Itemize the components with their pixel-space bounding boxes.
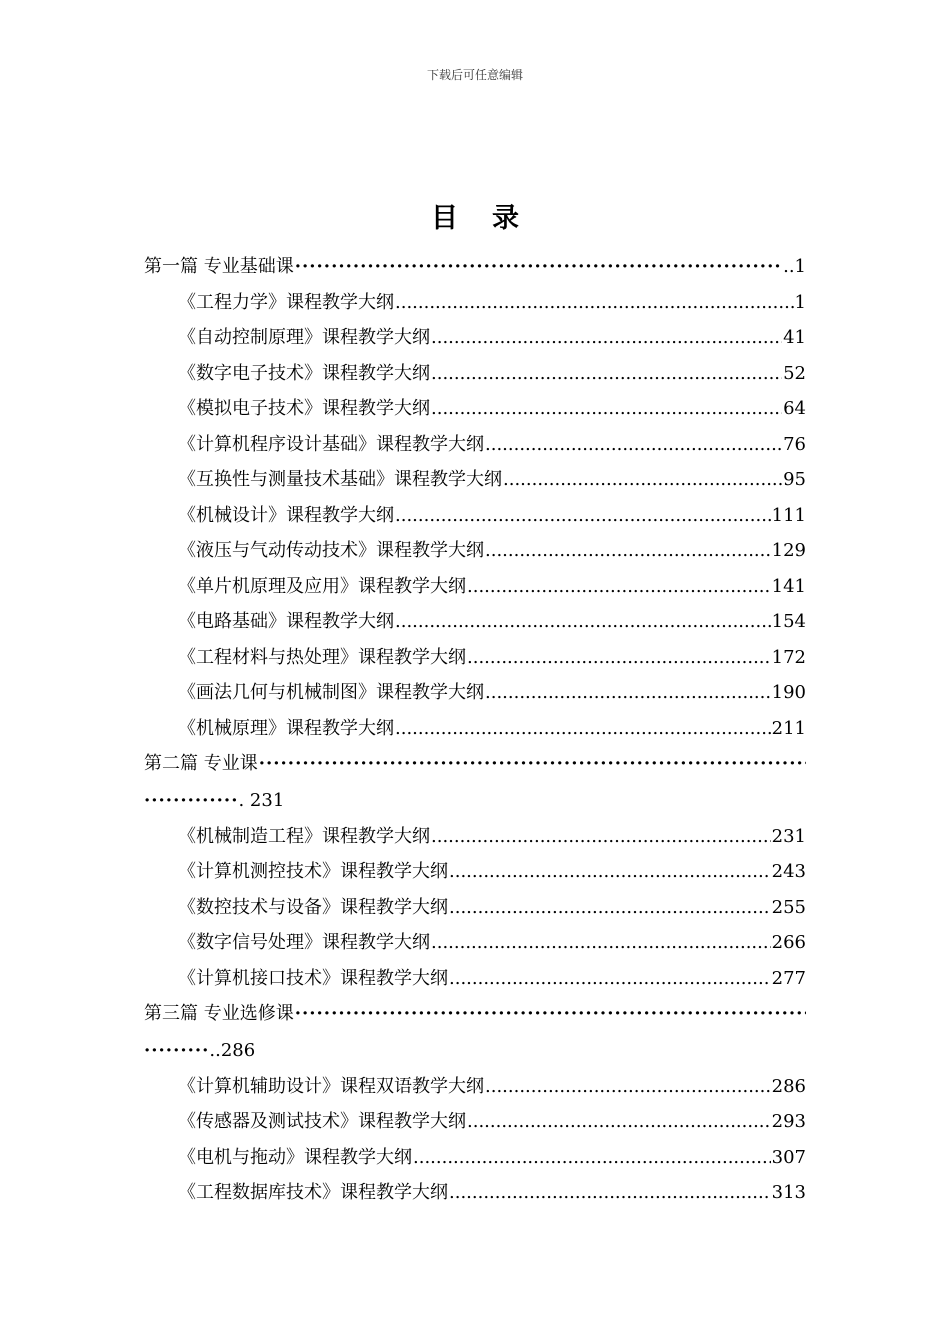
toc-part-heading[interactable] (144, 249, 806, 285)
toc-continuation-line (144, 782, 806, 819)
toc-entry[interactable] (144, 1175, 806, 1211)
toc-dot-leader (259, 746, 806, 782)
toc-dot-leader (431, 925, 771, 961)
toc-dot-leader (395, 711, 771, 747)
toc-part-heading[interactable] (144, 996, 806, 1032)
toc-entry-title: 《机械制造工程》课程教学大纲 (178, 825, 430, 847)
toc-entry[interactable] (144, 890, 806, 926)
toc-page-number: 154 (771, 611, 806, 632)
toc-dot-leader (449, 1175, 771, 1211)
toc-entry[interactable] (144, 819, 806, 855)
toc-entry-title: 《数字信号处理》课程教学大纲 (178, 932, 430, 953)
toc-part-title: 第一篇 专业基础课 (144, 256, 294, 277)
toc-page-number: 1 (794, 291, 806, 313)
toc-entry-title: 《工程材料与热处理》课程教学大纲 (178, 646, 466, 668)
toc-page-number: 172 (771, 646, 806, 668)
toc-entry-title: 《机械设计》课程教学大纲 (178, 504, 394, 526)
toc-entry-title: 《单片机原理及应用》课程教学大纲 (178, 575, 466, 597)
toc-entry[interactable] (144, 1069, 806, 1105)
toc-dot-leader (449, 890, 771, 926)
toc-entry[interactable] (144, 285, 806, 321)
toc-page-number: 313 (771, 1182, 806, 1203)
toc-dot-leader (395, 285, 794, 321)
toc-entry-title: 《自动控制原理》课程教学大纲 (178, 327, 430, 348)
toc-page-number: 129 (771, 540, 806, 561)
toc-entry-title: 《液压与气动传动技术》课程教学大纲 (178, 540, 484, 561)
toc-entry-title: 《电机与拖动》课程教学大纲 (178, 1146, 412, 1168)
toc-dot-leader (503, 462, 782, 498)
toc-dot-leader (431, 391, 782, 427)
toc-entry[interactable] (144, 569, 806, 605)
toc-page-number: 255 (771, 896, 806, 918)
toc-page-number: 293 (771, 1111, 806, 1132)
toc-page-number: 286 (771, 1075, 806, 1097)
toc-page-number: 52 (783, 362, 806, 384)
toc-entry[interactable] (144, 320, 806, 356)
toc-entry[interactable] (144, 854, 806, 890)
toc-page-number: ..1 (783, 256, 806, 277)
toc-dot-leader (485, 427, 782, 463)
toc-dot-leader: ········· (144, 1039, 210, 1061)
toc-dot-leader (449, 961, 771, 997)
toc-entry[interactable] (144, 533, 806, 569)
toc-entry-title: 《传感器及测试技术》课程教学大纲 (178, 1111, 466, 1132)
toc-page-number: 307 (771, 1146, 806, 1168)
toc-page-number: 266 (771, 932, 806, 953)
toc-part-heading[interactable] (144, 746, 806, 782)
toc-dot-leader (431, 819, 771, 855)
toc-page-number: 41 (783, 327, 806, 348)
toc-page-number: 76 (783, 433, 806, 455)
toc-page-number: 190 (771, 682, 806, 703)
toc-entry-title: 《工程力学》课程教学大纲 (178, 291, 394, 313)
toc-entry[interactable] (144, 961, 806, 997)
toc-entry-title: 《计算机辅助设计》课程双语教学大纲 (178, 1075, 484, 1097)
toc-page-number: 211 (771, 717, 806, 739)
toc-entry[interactable] (144, 1104, 806, 1140)
toc-page-number: 231 (771, 825, 806, 847)
toc-entry[interactable] (144, 498, 806, 534)
toc-entry[interactable] (144, 462, 806, 498)
toc-entry-title: 《计算机程序设计基础》课程教学大纲 (178, 433, 484, 455)
toc-dot-leader (485, 675, 771, 711)
toc-page-number: 243 (771, 861, 806, 882)
toc-part-title: 第三篇 专业选修课 (144, 1003, 294, 1024)
toc-dot-leader (431, 320, 782, 356)
table-of-contents (144, 249, 806, 1211)
toc-entry-title: 《计算机接口技术》课程教学大纲 (178, 967, 448, 989)
toc-dot-leader (467, 640, 771, 676)
page-title: 目录 (431, 203, 553, 234)
toc-entry-title: 《计算机测控技术》课程教学大纲 (178, 861, 448, 882)
toc-dot-leader (467, 1104, 771, 1140)
toc-entry[interactable] (144, 640, 806, 676)
toc-dot-leader: ············· (144, 789, 239, 811)
toc-entry-title: 《机械原理》课程教学大纲 (178, 717, 394, 739)
header-note: 下载后可任意编辑 (426, 68, 523, 82)
toc-dot-leader (395, 498, 771, 534)
toc-entry-title: 《模拟电子技术》课程教学大纲 (178, 398, 430, 419)
toc-entry[interactable] (144, 711, 806, 747)
toc-part-title: 第二篇 专业课 (144, 753, 258, 774)
toc-dot-leader (295, 249, 782, 285)
toc-entry[interactable] (144, 391, 806, 427)
toc-dot-leader (413, 1140, 771, 1176)
toc-dot-leader (295, 996, 806, 1032)
toc-page-number: 64 (783, 398, 806, 419)
toc-page-number: 111 (771, 504, 806, 526)
toc-entry-title: 《数控技术与设备》课程教学大纲 (178, 896, 448, 918)
toc-entry-title: 《数字电子技术》课程教学大纲 (178, 362, 430, 384)
toc-entry[interactable] (144, 925, 806, 961)
toc-page-number: . 231 (238, 789, 285, 811)
toc-entry[interactable] (144, 1140, 806, 1176)
toc-entry-title: 《电路基础》课程教学大纲 (178, 611, 394, 632)
toc-entry-title: 《画法几何与机械制图》课程教学大纲 (178, 682, 484, 703)
toc-entry[interactable] (144, 604, 806, 640)
toc-page-number: 141 (771, 575, 806, 597)
toc-dot-leader (467, 569, 771, 605)
toc-continuation-line (144, 1032, 806, 1069)
toc-page-number: 277 (771, 967, 806, 989)
toc-dot-leader (431, 356, 782, 392)
toc-entry-title: 《互换性与测量技术基础》课程教学大纲 (178, 469, 502, 490)
toc-dot-leader (449, 854, 771, 890)
toc-dot-leader (485, 533, 771, 569)
toc-entry[interactable] (144, 356, 806, 392)
toc-entry[interactable] (144, 427, 806, 463)
toc-dot-leader (395, 604, 771, 640)
toc-entry-title: 《工程数据库技术》课程教学大纲 (178, 1182, 448, 1203)
toc-page-number: ..286 (209, 1039, 256, 1061)
toc-page-number: 95 (783, 469, 806, 490)
toc-dot-leader (485, 1069, 771, 1105)
toc-entry[interactable] (144, 675, 806, 711)
